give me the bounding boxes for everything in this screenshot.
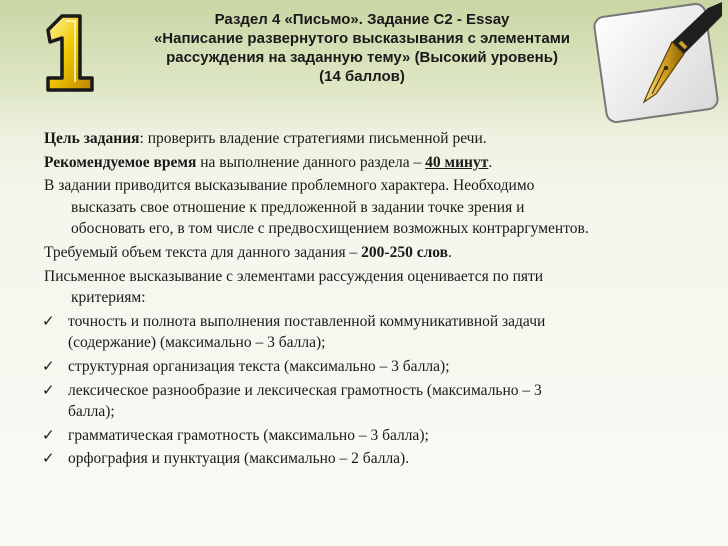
task-line-1: В задании приводится высказывание проблемного характера. Необходимо <box>44 177 535 195</box>
time-end: . <box>488 153 493 171</box>
list-item <box>44 356 720 378</box>
goal-paragraph <box>44 128 720 150</box>
list-item <box>44 380 720 423</box>
checkmark-icon: ✓ <box>42 311 55 330</box>
fountain-pen-icon <box>590 2 722 124</box>
checkmark-icon: ✓ <box>42 380 55 399</box>
criteria-intro-line-2: критериям: <box>71 289 146 307</box>
criteria-intro-line-1: Письменное высказывание с элементами рассуждения оценивается по пяти <box>44 267 544 285</box>
header-line-1: Раздел 4 «Письмо». Задание С2 - Essay <box>214 11 510 28</box>
header-line-2: «Написание развернутого высказывания с элементами <box>153 30 571 47</box>
volume-end: . <box>448 243 452 261</box>
number-one-logo <box>36 12 102 94</box>
criterion-line-1: орфография и пунктуация (максимально – 2 балла). <box>68 450 410 468</box>
main-content <box>44 128 720 472</box>
volume-paragraph <box>44 242 720 264</box>
task-line-2: высказать свое отношение к предложенной в задании точке зрения и <box>71 198 525 216</box>
criteria-list <box>44 311 720 470</box>
criterion-line-2: балла); <box>68 403 115 421</box>
task-paragraph <box>44 175 720 240</box>
header-line-3: рассуждения на заданную тему» (Высокий уровень) <box>166 49 558 66</box>
goal-label: Цель задания <box>44 130 140 147</box>
goal-text: : проверить владение стратегиями письменной речи. <box>139 130 487 147</box>
task-line-3: обосновать его, в том числе с предвосхищением возможных контраргументов. <box>71 220 589 238</box>
header-line-4: (14 баллов) <box>319 68 405 85</box>
checkmark-icon: ✓ <box>42 449 55 468</box>
time-value: 40 минут <box>425 153 489 171</box>
list-item <box>44 448 720 470</box>
time-paragraph <box>44 152 720 174</box>
criterion-line-1: лексическое разнообразие и лексическая грамотность (максимально – 3 <box>68 381 542 399</box>
time-text: на выполнение данного раздела – <box>196 153 426 171</box>
volume-text: Требуемый объем текста для данного задания – <box>44 243 362 261</box>
checkmark-icon: ✓ <box>42 425 55 444</box>
time-label: Рекомендуемое время <box>44 153 197 171</box>
slide-header <box>120 10 604 86</box>
volume-value: 200-250 слов <box>361 243 449 261</box>
list-item <box>44 311 720 354</box>
criterion-line-1: точность и полнота выполнения поставленной коммуникативной задачи <box>68 312 546 330</box>
criterion-line-1: грамматическая грамотность (максимально – 3 балла); <box>68 426 429 444</box>
list-item <box>44 425 720 447</box>
criteria-intro <box>44 266 720 309</box>
criterion-line-1: структурная организация текста (максимально – 3 балла); <box>68 357 450 375</box>
checkmark-icon: ✓ <box>42 356 55 375</box>
criterion-line-2: (содержание) (максимально – 3 балла); <box>68 334 326 352</box>
